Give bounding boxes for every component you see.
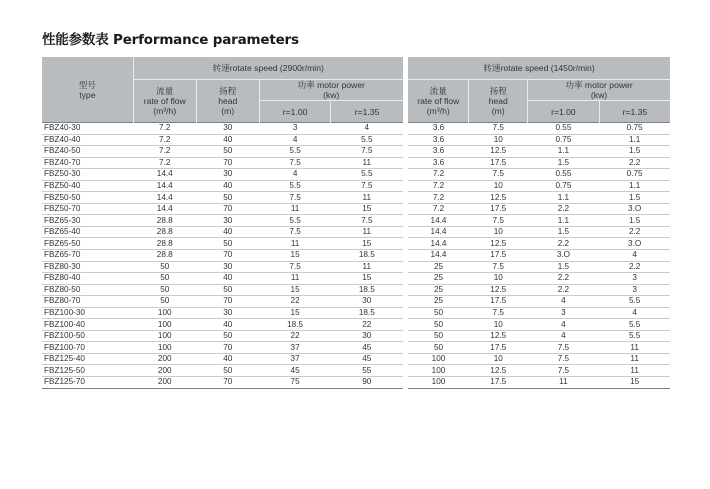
- cell-flow-2900: 100: [133, 307, 196, 319]
- cell-head-1450: 7.5: [469, 261, 528, 273]
- cell-flow-1450: 14.4: [408, 238, 469, 250]
- cell-power-r135-1450: 0.75: [599, 123, 670, 135]
- cell-power-r100-1450: 7.5: [528, 365, 600, 377]
- cell-power-r135-1450: 1.5: [599, 146, 670, 158]
- table-row: [42, 342, 670, 354]
- cell-power-r100-1450: 1.5: [528, 261, 600, 273]
- flow-header-1450: [408, 80, 469, 123]
- cell-power-r100-2900: 7.5: [259, 157, 331, 169]
- cell-flow-1450: 7.2: [408, 192, 469, 204]
- cell-power-r135-1450: 1.1: [599, 134, 670, 146]
- table-header: [42, 57, 670, 123]
- table-row: [42, 180, 670, 192]
- cell-power-r100-1450: 7.5: [528, 342, 600, 354]
- cell-flow-1450: 25: [408, 284, 469, 296]
- table-row: [42, 377, 670, 389]
- cell-flow-2900: 28.8: [133, 226, 196, 238]
- cell-type: FBZ80-30: [42, 261, 133, 273]
- cell-head-1450: 12.5: [469, 365, 528, 377]
- cell-head-1450: 10: [469, 180, 528, 192]
- cell-power-r135-2900: 7.5: [331, 180, 403, 192]
- table-row: [42, 146, 670, 158]
- cell-head-1450: 17.5: [469, 250, 528, 262]
- cell-type: FBZ65-50: [42, 238, 133, 250]
- cell-type: FBZ65-30: [42, 215, 133, 227]
- cell-head-2900: 40: [196, 319, 259, 331]
- cell-power-r100-2900: 5.5: [259, 215, 331, 227]
- cell-power-r100-2900: 75: [259, 377, 331, 389]
- cell-head-2900: 70: [196, 203, 259, 215]
- cell-power-r135-2900: 5.5: [331, 134, 403, 146]
- cell-power-r135-1450: 0.75: [599, 169, 670, 181]
- cell-flow-2900: 50: [133, 296, 196, 308]
- table-row: [42, 353, 670, 365]
- cell-power-r100-1450: 7.5: [528, 353, 600, 365]
- cell-flow-2900: 28.8: [133, 238, 196, 250]
- cell-head-2900: 40: [196, 353, 259, 365]
- cell-power-r100-2900: 3: [259, 123, 331, 135]
- cell-power-r135-1450: 5.5: [599, 330, 670, 342]
- cell-head-1450: 7.5: [469, 123, 528, 135]
- cell-type: FBZ40-30: [42, 123, 133, 135]
- cell-flow-1450: 50: [408, 342, 469, 354]
- cell-head-2900: 30: [196, 123, 259, 135]
- cell-flow-2900: 50: [133, 261, 196, 273]
- cell-power-r135-1450: 2.2: [599, 226, 670, 238]
- cell-type: FBZ50-30: [42, 169, 133, 181]
- cell-head-2900: 50: [196, 238, 259, 250]
- page-title: 性能参数表 Performance parameters: [42, 32, 299, 48]
- cell-power-r135-2900: 90: [331, 377, 403, 389]
- cell-power-r100-2900: 7.5: [259, 192, 331, 204]
- cell-power-r135-2900: 7.5: [331, 215, 403, 227]
- flow-label-en: rate of flow: [143, 96, 186, 106]
- head-label-cn: 扬程: [219, 86, 237, 96]
- cell-power-r135-2900: 11: [331, 157, 403, 169]
- cell-flow-2900: 200: [133, 377, 196, 389]
- cell-type: FBZ40-50: [42, 146, 133, 158]
- cell-power-r135-1450: 3: [599, 284, 670, 296]
- cell-flow-1450: 7.2: [408, 169, 469, 181]
- cell-head-2900: 70: [196, 250, 259, 262]
- cell-power-r100-2900: 4: [259, 169, 331, 181]
- table-row: [42, 307, 670, 319]
- cell-type: FBZ50-70: [42, 203, 133, 215]
- power-header-1450: [528, 80, 670, 101]
- cell-flow-1450: 100: [408, 365, 469, 377]
- cell-power-r100-1450: 0.75: [528, 134, 600, 146]
- cell-type: FBZ40-40: [42, 134, 133, 146]
- head-unit: (m): [221, 106, 235, 116]
- cell-power-r100-1450: 3: [528, 307, 600, 319]
- cell-flow-2900: 100: [133, 319, 196, 331]
- cell-head-2900: 30: [196, 215, 259, 227]
- cell-power-r100-2900: 15: [259, 307, 331, 319]
- power-unit: (kw): [323, 90, 340, 100]
- cell-type: FBZ125-40: [42, 353, 133, 365]
- table-row: [42, 238, 670, 250]
- cell-head-1450: 17.5: [469, 342, 528, 354]
- cell-power-r135-2900: 18.5: [331, 284, 403, 296]
- cell-flow-1450: 100: [408, 377, 469, 389]
- cell-flow-2900: 14.4: [133, 192, 196, 204]
- speed-group-2900-header: 转速rotate speed (2900r/min): [133, 57, 402, 80]
- cell-flow-2900: 7.2: [133, 123, 196, 135]
- power-header-2900: [259, 80, 402, 101]
- cell-type: FBZ80-70: [42, 296, 133, 308]
- cell-head-1450: 17.5: [469, 296, 528, 308]
- cell-flow-1450: 3.6: [408, 157, 469, 169]
- cell-power-r135-1450: 4: [599, 307, 670, 319]
- cell-head-1450: 7.5: [469, 307, 528, 319]
- cell-flow-1450: 50: [408, 319, 469, 331]
- cell-head-1450: 10: [469, 226, 528, 238]
- cell-power-r135-1450: 3.O: [599, 203, 670, 215]
- cell-power-r135-1450: 11: [599, 365, 670, 377]
- cell-power-r100-2900: 18.5: [259, 319, 331, 331]
- cell-power-r135-2900: 30: [331, 296, 403, 308]
- cell-power-r100-1450: 2.2: [528, 203, 600, 215]
- cell-power-r100-1450: 0.75: [528, 180, 600, 192]
- cell-head-2900: 40: [196, 226, 259, 238]
- cell-head-2900: 70: [196, 377, 259, 389]
- cell-flow-1450: 14.4: [408, 250, 469, 262]
- cell-head-2900: 30: [196, 169, 259, 181]
- cell-head-1450: 7.5: [469, 215, 528, 227]
- model-label-en: type: [79, 89, 96, 100]
- cell-flow-2900: 14.4: [133, 169, 196, 181]
- cell-power-r135-1450: 1.5: [599, 215, 670, 227]
- cell-power-r135-2900: 45: [331, 342, 403, 354]
- cell-power-r100-2900: 7.5: [259, 226, 331, 238]
- power-r100-header-1450: r=1.00: [528, 101, 600, 123]
- cell-head-2900: 50: [196, 284, 259, 296]
- cell-flow-2900: 14.4: [133, 180, 196, 192]
- cell-type: FBZ100-30: [42, 307, 133, 319]
- cell-power-r100-2900: 5.5: [259, 146, 331, 158]
- table-row: [42, 330, 670, 342]
- cell-head-2900: 40: [196, 273, 259, 285]
- power-r135-header-1450: r=1.35: [599, 101, 670, 123]
- cell-head-1450: 12.5: [469, 330, 528, 342]
- table-row: [42, 226, 670, 238]
- cell-power-r100-2900: 11: [259, 238, 331, 250]
- cell-type: FBZ100-70: [42, 342, 133, 354]
- flow-unit: (m³/h): [426, 106, 450, 116]
- power-label: 功率 motor power: [297, 80, 365, 90]
- cell-head-1450: 12.5: [469, 192, 528, 204]
- flow-label-en: rate of flow: [417, 96, 460, 106]
- cell-flow-2900: 100: [133, 342, 196, 354]
- cell-power-r100-1450: 3.O: [528, 250, 600, 262]
- head-unit: (m): [491, 106, 505, 116]
- cell-head-2900: 40: [196, 134, 259, 146]
- speed-group-1450-header: 转速rotate speed (1450r/min): [408, 57, 670, 80]
- cell-power-r135-1450: 2.2: [599, 261, 670, 273]
- cell-power-r100-1450: 4: [528, 319, 600, 331]
- cell-flow-2900: 7.2: [133, 134, 196, 146]
- cell-power-r100-1450: 0.55: [528, 123, 600, 135]
- cell-flow-2900: 14.4: [133, 203, 196, 215]
- cell-flow-1450: 25: [408, 273, 469, 285]
- cell-flow-2900: 50: [133, 273, 196, 285]
- cell-head-1450: 17.5: [469, 157, 528, 169]
- cell-type: FBZ125-50: [42, 365, 133, 377]
- cell-flow-2900: 100: [133, 330, 196, 342]
- cell-type: FBZ125-70: [42, 377, 133, 389]
- table-row: [42, 365, 670, 377]
- cell-flow-2900: 200: [133, 353, 196, 365]
- cell-power-r135-1450: 15: [599, 377, 670, 389]
- cell-head-2900: 50: [196, 192, 259, 204]
- cell-power-r100-2900: 37: [259, 342, 331, 354]
- cell-power-r100-2900: 4: [259, 134, 331, 146]
- cell-head-1450: 12.5: [469, 284, 528, 296]
- cell-power-r100-1450: 2.2: [528, 284, 600, 296]
- cell-head-2900: 50: [196, 365, 259, 377]
- cell-power-r100-2900: 45: [259, 365, 331, 377]
- cell-flow-1450: 25: [408, 261, 469, 273]
- head-label-en: head: [218, 96, 238, 106]
- cell-head-1450: 17.5: [469, 377, 528, 389]
- table-row: [42, 273, 670, 285]
- table-row: [42, 192, 670, 204]
- cell-power-r135-2900: 4: [331, 123, 403, 135]
- cell-power-r135-1450: 3.O: [599, 238, 670, 250]
- cell-head-2900: 30: [196, 307, 259, 319]
- power-label: 功率 motor power: [565, 80, 633, 90]
- cell-type: FBZ65-40: [42, 226, 133, 238]
- head-label-en: head: [488, 96, 508, 106]
- cell-power-r135-2900: 11: [331, 261, 403, 273]
- cell-power-r135-2900: 15: [331, 238, 403, 250]
- cell-power-r100-2900: 11: [259, 203, 331, 215]
- cell-flow-1450: 3.6: [408, 134, 469, 146]
- cell-power-r100-1450: 2.2: [528, 238, 600, 250]
- cell-flow-2900: 28.8: [133, 250, 196, 262]
- cell-flow-2900: 200: [133, 365, 196, 377]
- cell-power-r100-1450: 4: [528, 296, 600, 308]
- table-row: [42, 134, 670, 146]
- cell-power-r100-1450: 2.2: [528, 273, 600, 285]
- cell-power-r135-2900: 5.5: [331, 169, 403, 181]
- cell-power-r135-1450: 2.2: [599, 157, 670, 169]
- cell-head-1450: 10: [469, 353, 528, 365]
- cell-power-r100-1450: 1.5: [528, 226, 600, 238]
- cell-power-r100-2900: 11: [259, 273, 331, 285]
- cell-power-r135-2900: 22: [331, 319, 403, 331]
- performance-table: [42, 57, 670, 389]
- table-row: [42, 261, 670, 273]
- cell-flow-2900: 28.8: [133, 215, 196, 227]
- cell-type: FBZ80-40: [42, 273, 133, 285]
- cell-head-2900: 70: [196, 296, 259, 308]
- cell-head-1450: 10: [469, 319, 528, 331]
- table-row: [42, 203, 670, 215]
- cell-flow-1450: 3.6: [408, 123, 469, 135]
- model-header: [42, 57, 133, 123]
- table-row: [42, 215, 670, 227]
- head-header-1450: [469, 80, 528, 123]
- cell-power-r100-2900: 15: [259, 250, 331, 262]
- cell-power-r100-1450: 11: [528, 377, 600, 389]
- cell-flow-1450: 7.2: [408, 203, 469, 215]
- cell-power-r135-2900: 15: [331, 273, 403, 285]
- table-row: [42, 319, 670, 331]
- cell-power-r135-1450: 4: [599, 250, 670, 262]
- cell-power-r135-2900: 45: [331, 353, 403, 365]
- cell-head-1450: 10: [469, 273, 528, 285]
- cell-power-r135-2900: 11: [331, 226, 403, 238]
- cell-head-2900: 50: [196, 146, 259, 158]
- model-label-cn: 型号: [78, 79, 96, 90]
- cell-power-r135-2900: 18.5: [331, 250, 403, 262]
- head-header-2900: [196, 80, 259, 123]
- cell-power-r100-2900: 15: [259, 284, 331, 296]
- cell-power-r100-1450: 0.55: [528, 169, 600, 181]
- cell-head-2900: 30: [196, 261, 259, 273]
- cell-type: FBZ50-50: [42, 192, 133, 204]
- cell-flow-1450: 14.4: [408, 215, 469, 227]
- cell-power-r100-2900: 22: [259, 296, 331, 308]
- cell-head-2900: 50: [196, 330, 259, 342]
- flow-label-cn: 流量: [429, 86, 447, 96]
- cell-flow-1450: 25: [408, 296, 469, 308]
- cell-power-r135-1450: 3: [599, 273, 670, 285]
- cell-power-r100-2900: 5.5: [259, 180, 331, 192]
- cell-type: FBZ100-40: [42, 319, 133, 331]
- cell-type: FBZ100-50: [42, 330, 133, 342]
- cell-flow-1450: 50: [408, 307, 469, 319]
- flow-unit: (m³/h): [153, 106, 177, 116]
- cell-power-r135-2900: 55: [331, 365, 403, 377]
- cell-power-r100-2900: 37: [259, 353, 331, 365]
- table-row: [42, 296, 670, 308]
- cell-power-r135-1450: 11: [599, 353, 670, 365]
- power-r135-header-2900: r=1.35: [331, 101, 403, 123]
- cell-type: FBZ50-40: [42, 180, 133, 192]
- cell-power-r100-2900: 7.5: [259, 261, 331, 273]
- table-row: [42, 123, 670, 135]
- cell-power-r100-1450: 1.1: [528, 192, 600, 204]
- table-row: [42, 284, 670, 296]
- cell-power-r135-1450: 5.5: [599, 319, 670, 331]
- cell-power-r135-1450: 11: [599, 342, 670, 354]
- table-row: [42, 157, 670, 169]
- cell-type: FBZ40-70: [42, 157, 133, 169]
- cell-flow-2900: 50: [133, 284, 196, 296]
- power-unit: (kw): [590, 90, 608, 100]
- cell-type: FBZ80-50: [42, 284, 133, 296]
- cell-power-r135-1450: 1.5: [599, 192, 670, 204]
- table-row: [42, 169, 670, 181]
- cell-flow-1450: 50: [408, 330, 469, 342]
- cell-power-r135-2900: 7.5: [331, 146, 403, 158]
- cell-power-r100-2900: 22: [259, 330, 331, 342]
- cell-flow-2900: 7.2: [133, 146, 196, 158]
- cell-head-1450: 12.5: [469, 146, 528, 158]
- flow-label-cn: 流量: [156, 86, 174, 96]
- cell-head-1450: 10: [469, 134, 528, 146]
- cell-power-r135-1450: 5.5: [599, 296, 670, 308]
- table-body: [42, 123, 670, 389]
- cell-head-1450: 17.5: [469, 203, 528, 215]
- cell-power-r135-2900: 18.5: [331, 307, 403, 319]
- table-row: [42, 250, 670, 262]
- cell-flow-1450: 100: [408, 353, 469, 365]
- head-label-cn: 扬程: [489, 86, 507, 96]
- cell-flow-1450: 3.6: [408, 146, 469, 158]
- cell-power-r100-1450: 4: [528, 330, 600, 342]
- cell-head-2900: 40: [196, 180, 259, 192]
- cell-flow-2900: 7.2: [133, 157, 196, 169]
- cell-head-2900: 70: [196, 342, 259, 354]
- power-r100-header-2900: r=1.00: [259, 101, 331, 123]
- cell-power-r100-1450: 1.1: [528, 215, 600, 227]
- cell-power-r100-1450: 1.1: [528, 146, 600, 158]
- cell-head-1450: 7.5: [469, 169, 528, 181]
- cell-head-1450: 12.5: [469, 238, 528, 250]
- cell-type: FBZ65-70: [42, 250, 133, 262]
- cell-power-r135-2900: 11: [331, 192, 403, 204]
- flow-header-2900: [133, 80, 196, 123]
- performance-table-container: [42, 57, 670, 389]
- cell-head-2900: 70: [196, 157, 259, 169]
- cell-power-r135-2900: 15: [331, 203, 403, 215]
- cell-power-r100-1450: 1.5: [528, 157, 600, 169]
- cell-power-r135-2900: 30: [331, 330, 403, 342]
- cell-flow-1450: 7.2: [408, 180, 469, 192]
- cell-flow-1450: 14.4: [408, 226, 469, 238]
- cell-power-r135-1450: 1.1: [599, 180, 670, 192]
